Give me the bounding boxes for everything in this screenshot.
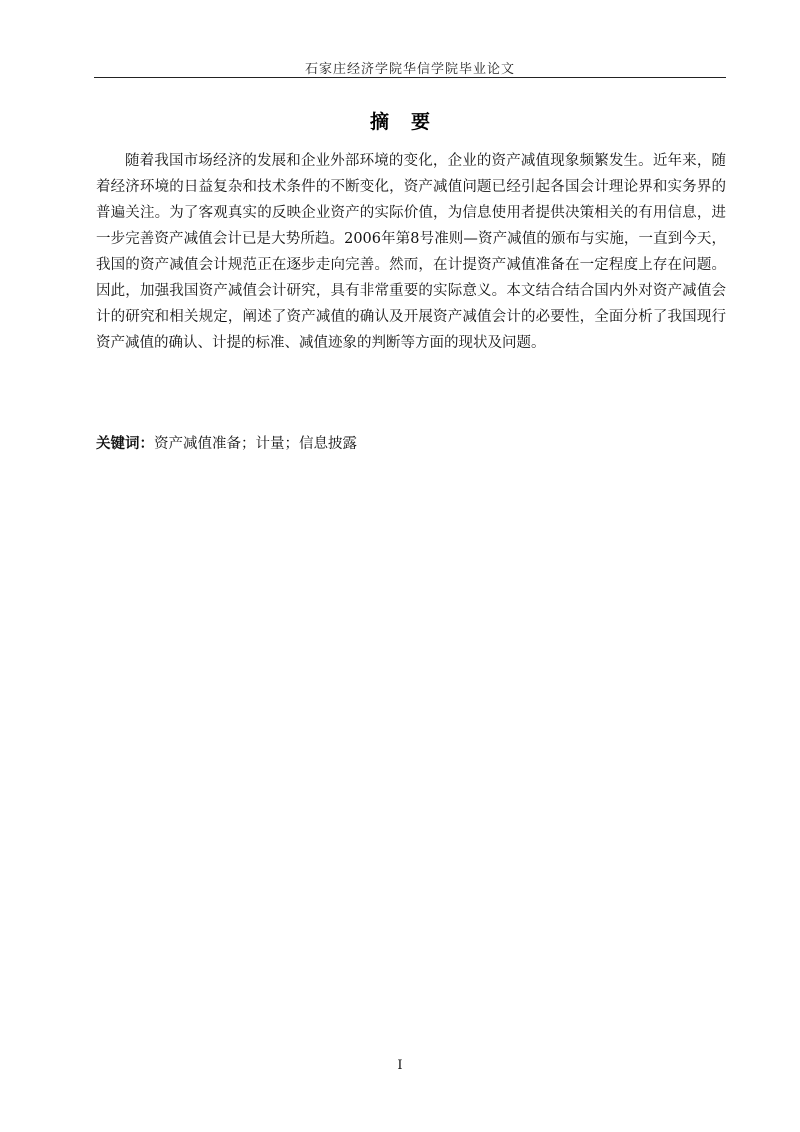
- keywords-list: 资产减值准备；计量；信息披露: [154, 436, 357, 452]
- header-divider: [94, 77, 726, 78]
- abstract-title: 摘要: [369, 111, 452, 133]
- page-number: I: [397, 1058, 403, 1073]
- running-header: 石家庄经济学院华信学院毕业论文: [304, 62, 515, 77]
- keywords-line: [96, 433, 726, 455]
- keywords-label: 关键词：: [96, 436, 154, 452]
- abstract-body: 随着我国市场经济的发展和企业外部环境的变化，企业的资产减值现象频繁发生。近年来，随着经济环境的日益复杂和技术条件的不断变化，资产减值问题已经引起各国会计理论界和实务界的普遍关注。为了客观真实的反映企业资产的实际价值，为信息使用者提供决策相关的有用信息，进一步完善资产减值会计已是大势所趋。2006年第8号准则—资产减值的颁布与实施，一直到今天，我国的资产减值会计规范正在逐步走向完善。然而，在计提资产减值准备在一定程度上存在问题。因此，加强我国资产减值会计研究，具有非常重要的实际意义。本文结合结合国内外对资产减值会计的研究和相关规定，阐述了资产减值的确认及开展资产减值会计的必要性，全面分析了我国现行资产减值的确认、计提的标准、减值迹象的判断等方面的现状及问题。: [96, 153, 726, 351]
